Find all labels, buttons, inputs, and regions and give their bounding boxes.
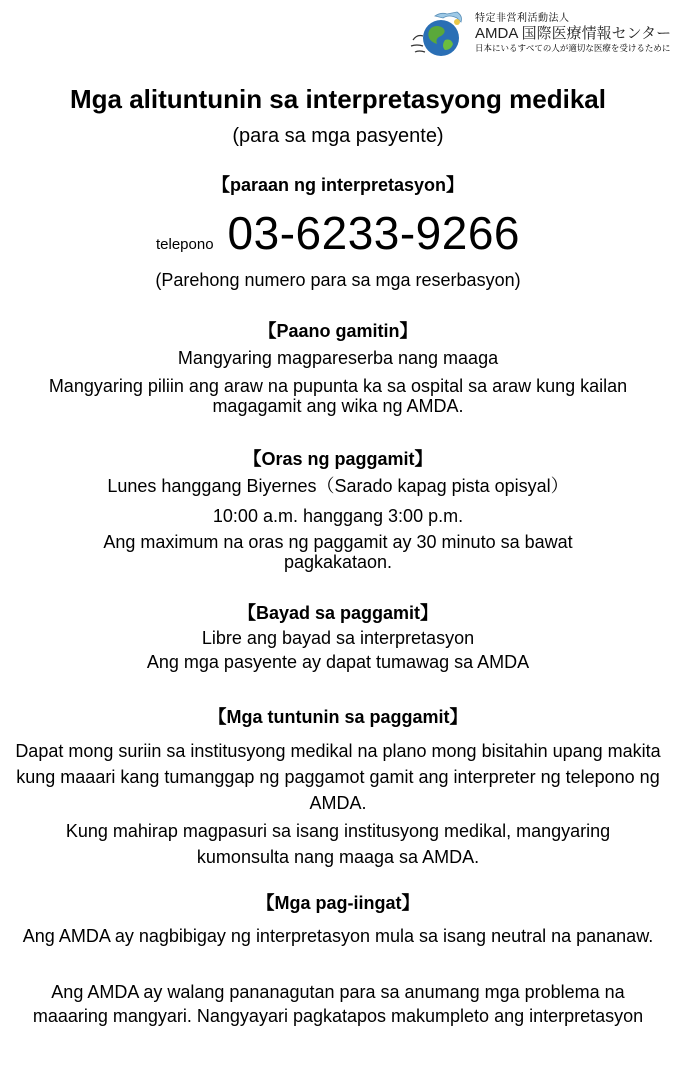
logo-org-name: AMDA 国際医療情報センター <box>475 25 672 42</box>
logo-tagline: 日本にいるすべての人が適切な医療を受けるために <box>475 43 671 53</box>
fee-heading: 【Bayad sa paggamit】 <box>237 603 439 623</box>
phone-label: telepono <box>155 236 214 253</box>
how-to-use-line-2: Mangyaring piliin ang araw na pupunta ka sa ospital sa araw kung kailan magagamit ang wika ng AMDA. <box>48 376 628 416</box>
precautions-line-1: Ang AMDA ay nagbibigay ng interpretasyon mula sa isang neutral na pananaw. <box>22 926 654 946</box>
hours-line-2: 10:00 a.m. hanggang 3:00 p.m. <box>212 506 464 526</box>
hours-heading: 【Oras ng paggamit】 <box>243 449 433 469</box>
fee-line-1: Libre ang bayad sa interpretasyon <box>201 628 475 648</box>
precautions-heading: 【Mga pag-iingat】 <box>256 893 420 913</box>
how-to-use-line-1: Mangyaring magpareserba nang maaga <box>177 348 499 368</box>
precautions-line-2: Ang AMDA ay walang pananagutan para sa anumang mga problema na maaaring mangyari. Nangyayari pagkatapos makumpleto ang interpretasyon <box>32 982 644 1026</box>
fee-line-2: Ang mga pasyente ay dapat tumawag sa AMDA <box>146 652 530 672</box>
rules-line-1: Dapat mong suriin sa institusyong medikal na plano mong bisitahin upang makita kung maaari kang tumanggap ng paggamot gamit ang interpreter ng telepono ng AMDA. <box>15 741 661 813</box>
logo-org-type: 特定非営利活動法人 <box>475 13 570 24</box>
rules-line-2: Kung mahirap magpasuri sa isang institusyong medikal, mangyaring kumonsulta nang maaga sa AMDA. <box>65 821 611 867</box>
hours-line-3: Ang maximum na oras ng paggamit ay 30 minuto sa bawat pagkakataon. <box>103 532 573 572</box>
phone-note: (Parehong numero para sa mga reserbasyon) <box>155 270 521 290</box>
how-to-use-heading: 【Paano gamitin】 <box>258 321 418 341</box>
amda-logo <box>405 8 695 60</box>
hours-line-1: Lunes hanggang Biyernes（Sarado kapag pista opisyal） <box>107 476 569 496</box>
rules-heading: 【Mga tuntunin sa paggamit】 <box>208 707 468 727</box>
phone-line <box>0 206 676 266</box>
phone-number[interactable]: 03-6233-9266 <box>227 207 521 259</box>
page-title: Mga alituntunin sa interpretasyong medikal <box>70 84 606 114</box>
globe-logo-icon <box>405 10 471 60</box>
page-subtitle: (para sa mga pasyente) <box>232 125 444 147</box>
method-heading: 【paraan ng interpretasyon】 <box>211 175 465 195</box>
